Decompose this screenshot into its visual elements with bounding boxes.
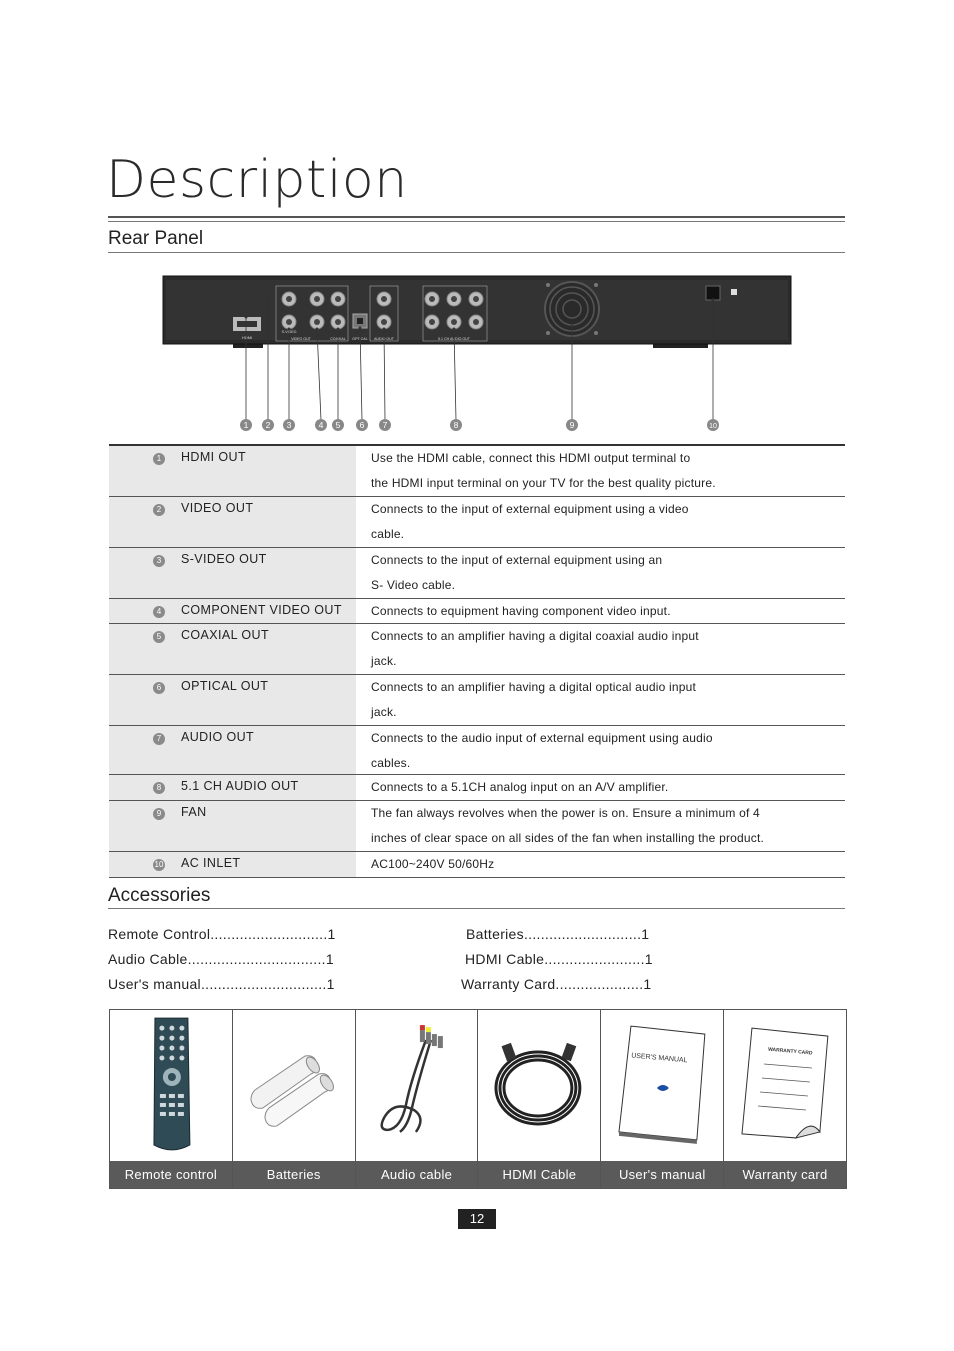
- spec-number-badge: 10: [154, 860, 164, 869]
- spec-label-cell: [109, 852, 356, 877]
- callout-number: 6: [359, 420, 365, 430]
- accessory-label: Remote control: [110, 1161, 232, 1188]
- spec-number-badge: 3: [153, 555, 165, 567]
- spec-name: COAXIAL OUT: [181, 628, 269, 642]
- spec-description: [356, 775, 845, 800]
- spec-row: [109, 675, 845, 726]
- spec-label-cell: [109, 497, 356, 547]
- spec-description: [356, 801, 845, 851]
- callout-number: 3: [286, 420, 292, 430]
- accessory-list-item: HDMI Cable........................1: [465, 951, 653, 967]
- spec-number-badge: 6: [153, 682, 165, 694]
- accessory-label: Audio cable: [356, 1161, 478, 1188]
- accessory-cell-audio-cable: [356, 1010, 479, 1188]
- title-rule-bottom: [108, 221, 845, 222]
- spec-number-badge: 5: [153, 631, 165, 643]
- rear-label-audio-out: AUDIO OUT: [374, 337, 394, 341]
- spec-description-line: Use the HDMI cable, connect this HDMI output terminal to: [371, 451, 691, 465]
- rear-label-svideo: S-VIDEO: [281, 330, 297, 334]
- spec-label-cell: [109, 599, 356, 623]
- spec-description-line: AC100~240V 50/60Hz: [371, 857, 495, 871]
- callout-number: 9: [569, 420, 575, 430]
- spec-number-badge: 7: [153, 733, 165, 745]
- users-manual-cover-text: USER'S MANUAL: [631, 1052, 689, 1065]
- rear-label-optical: OPTICAL: [352, 337, 368, 341]
- accessory-cell-hdmi-cable: [478, 1010, 601, 1188]
- spec-description: [356, 446, 845, 496]
- spec-number-badge: 2: [153, 504, 165, 516]
- accessory-cell-batteries: [233, 1010, 356, 1188]
- warranty-card-icon: [724, 1010, 846, 1160]
- accessory-label: User's manual: [601, 1161, 723, 1188]
- spec-table: [109, 444, 845, 878]
- spec-description-line: Connects to the input of external equipment using an: [371, 553, 663, 567]
- spec-description-line: Connects to an amplifier having a digital coaxial audio input: [371, 629, 699, 643]
- spec-description-line: The fan always revolves when the power is on. Ensure a minimum of 4: [371, 806, 760, 820]
- accessories-heading: Accessories: [108, 885, 211, 906]
- spec-name: S-VIDEO OUT: [181, 552, 267, 566]
- rear-label-51ch: 5.1 CH AUDIO OUT: [438, 337, 470, 341]
- remote-control-icon: [110, 1010, 232, 1160]
- spec-description-line: cables.: [371, 755, 411, 770]
- spec-description: [356, 599, 845, 623]
- spec-name: AC INLET: [181, 856, 241, 870]
- spec-description: [356, 497, 845, 547]
- spec-label-cell: [109, 775, 356, 800]
- spec-label-cell: [109, 548, 356, 598]
- spec-description: [356, 675, 845, 725]
- spec-description-line: S- Video cable.: [371, 577, 456, 592]
- page-number: 12: [458, 1209, 496, 1229]
- spec-name: 5.1 CH AUDIO OUT: [181, 779, 299, 793]
- spec-name: VIDEO OUT: [181, 501, 254, 515]
- spec-description-line: the HDMI input terminal on your TV for the best quality picture.: [371, 475, 716, 490]
- rear-panel-heading: Rear Panel: [108, 228, 204, 249]
- spec-row: [109, 775, 845, 801]
- callout-number: 5: [335, 420, 341, 430]
- accessory-label: Warranty card: [724, 1161, 846, 1188]
- rear-label-video-out: VIDEO OUT: [291, 337, 311, 341]
- spec-row: [109, 852, 845, 878]
- warranty-card-cover-text: WARRANTY CARD: [767, 1046, 813, 1057]
- spec-row: [109, 726, 845, 775]
- spec-description-line: cable.: [371, 526, 405, 541]
- accessory-list-item: Audio Cable.................................1: [108, 951, 334, 967]
- accessory-list-item: Batteries............................1: [466, 926, 650, 942]
- audio-cable-icon: [356, 1010, 478, 1160]
- spec-label-cell: [109, 801, 356, 851]
- accessories-rule: [108, 908, 845, 909]
- spec-label-cell: [109, 624, 356, 674]
- spec-description: [356, 726, 845, 774]
- hdmi-cable-icon: [478, 1010, 600, 1160]
- callout-number: 7: [382, 420, 388, 430]
- spec-label-cell: [109, 726, 356, 774]
- users-manual-icon: [601, 1010, 723, 1160]
- spec-name: FAN: [181, 805, 207, 819]
- spec-name: COMPONENT VIDEO OUT: [181, 603, 342, 617]
- callout-number: 1: [243, 420, 249, 430]
- page-title: Description: [106, 150, 408, 210]
- spec-number-badge: 8: [153, 782, 165, 794]
- spec-name: HDMI OUT: [181, 450, 246, 464]
- spec-row: [109, 497, 845, 548]
- spec-number-badge: 9: [153, 808, 165, 820]
- spec-row: [109, 801, 845, 852]
- accessory-cell-warranty-card: [724, 1010, 846, 1188]
- accessory-cell-users-manual: [601, 1010, 724, 1188]
- accessory-label: Batteries: [233, 1161, 355, 1188]
- spec-row: [109, 624, 845, 675]
- spec-number-badge: 1: [153, 453, 165, 465]
- spec-description-line: Connects to the audio input of external equipment using audio: [371, 731, 713, 745]
- title-rule-top: [108, 216, 845, 218]
- batteries-icon: [233, 1010, 355, 1160]
- accessory-list-item: Remote Control............................1: [108, 926, 336, 942]
- callout-number: 2: [265, 420, 271, 430]
- rear-label-coaxial: COAXIAL: [330, 337, 346, 341]
- spec-description-line: Connects to an amplifier having a digital optical audio input: [371, 680, 697, 694]
- spec-label-cell: [109, 446, 356, 496]
- rear-panel-rule: [108, 252, 845, 253]
- spec-description-line: Connects to equipment having component video input.: [371, 604, 671, 618]
- spec-row: [109, 599, 845, 624]
- accessory-list-item: User's manual..............................1: [108, 976, 335, 992]
- callout-number: 10: [709, 423, 717, 430]
- spec-description-line: jack.: [371, 704, 397, 719]
- spec-description-line: jack.: [371, 653, 397, 668]
- rear-label-hdmi: HDMI: [241, 335, 253, 340]
- rear-panel-illustration: [108, 262, 845, 442]
- spec-description: [356, 624, 845, 674]
- spec-name: AUDIO OUT: [181, 730, 255, 744]
- accessory-cell-remote: [110, 1010, 233, 1188]
- spec-description: [356, 852, 845, 877]
- callout-number: 4: [318, 420, 324, 430]
- callout-number: 8: [453, 420, 459, 430]
- spec-description-line: Connects to a 5.1CH analog input on an A/V amplifier.: [371, 780, 669, 794]
- spec-label-cell: [109, 675, 356, 725]
- spec-number-badge: 4: [153, 606, 165, 618]
- accessory-grid: [109, 1009, 847, 1189]
- spec-description-line: inches of clear space on all sides of the fan when installing the product.: [371, 830, 765, 845]
- spec-description: [356, 548, 845, 598]
- spec-row: [109, 446, 845, 497]
- spec-description-line: Connects to the input of external equipment using a video: [371, 502, 689, 516]
- spec-row: [109, 548, 845, 599]
- accessory-list-item: Warranty Card.....................1: [461, 976, 652, 992]
- accessory-label: HDMI Cable: [478, 1161, 600, 1188]
- spec-name: OPTICAL OUT: [181, 679, 269, 693]
